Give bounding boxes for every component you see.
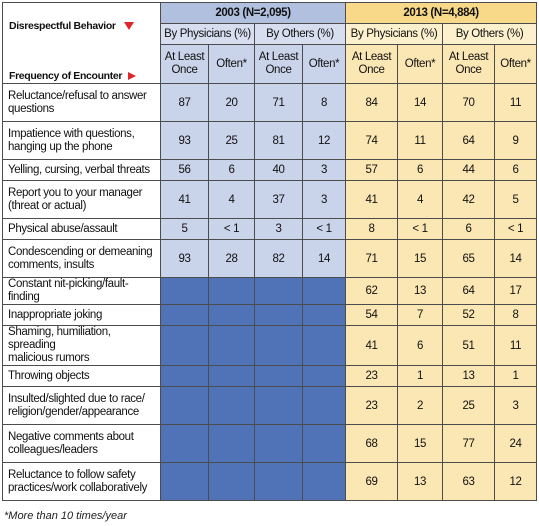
frequency-heading: Frequency of Encounter	[9, 70, 136, 82]
value-cell: 9	[495, 122, 537, 160]
row-label	[3, 463, 161, 501]
row-label	[3, 181, 161, 219]
row-label-line: Condescending or demeaning	[8, 245, 153, 258]
empty-cell	[209, 387, 255, 425]
row-label-line: hanging up the phone	[8, 140, 113, 153]
value-cell: 28	[209, 240, 255, 278]
value-cell: 25	[443, 387, 495, 425]
subheader-line: At Least	[164, 51, 205, 63]
value-cell: < 1	[209, 219, 255, 240]
empty-cell	[303, 366, 346, 387]
subheader-at-least-once	[346, 45, 398, 84]
value-cell: 6	[443, 219, 495, 240]
value-cell: 12	[303, 122, 346, 160]
value-cell: 8	[303, 84, 346, 122]
value-cell: 51	[443, 326, 495, 366]
value-cell: 8	[495, 305, 537, 326]
table-row	[3, 84, 537, 122]
row-label	[3, 84, 161, 122]
empty-cell	[255, 326, 303, 366]
empty-cell	[303, 278, 346, 305]
subheader-often: Often*	[209, 45, 255, 84]
row-label-line: malicious rumors	[8, 352, 90, 364]
value-cell: 52	[443, 305, 495, 326]
value-cell: 40	[255, 160, 303, 181]
value-cell: 70	[443, 84, 495, 122]
value-cell: 87	[161, 84, 209, 122]
row-label-line: colleagues/leaders	[8, 443, 98, 456]
subheader-line: At Least	[258, 51, 299, 63]
row-label-line: Report you to your manager	[8, 186, 143, 199]
year-2013-header: 2013 (N=4,884)	[346, 3, 537, 24]
row-label	[3, 219, 161, 240]
subheader-line: At Least	[448, 51, 489, 63]
subheader-often: Often*	[495, 45, 537, 84]
row-label-line: Yelling, cursing, verbal threats	[8, 163, 150, 176]
empty-cell	[209, 326, 255, 366]
empty-cell	[255, 278, 303, 305]
empty-cell	[303, 425, 346, 463]
subheader-line: Once	[455, 64, 482, 76]
value-cell: 71	[255, 84, 303, 122]
value-cell: 3	[255, 219, 303, 240]
empty-cell	[209, 305, 255, 326]
value-cell: 44	[443, 160, 495, 181]
subheader-at-least-once	[161, 45, 209, 84]
empty-cell	[303, 387, 346, 425]
value-cell: 93	[161, 240, 209, 278]
value-cell: < 1	[398, 219, 443, 240]
row-label	[3, 122, 161, 160]
table-row	[3, 160, 537, 181]
value-cell: 41	[161, 181, 209, 219]
value-cell: 56	[161, 160, 209, 181]
table-row	[3, 425, 537, 463]
empty-cell	[255, 463, 303, 501]
empty-cell	[161, 463, 209, 501]
value-cell: 11	[495, 84, 537, 122]
value-cell: 23	[346, 387, 398, 425]
row-label	[3, 278, 161, 305]
empty-cell	[255, 425, 303, 463]
value-cell: 82	[255, 240, 303, 278]
row-label-line: practices/work collaboratively	[8, 481, 148, 494]
value-cell: 25	[209, 122, 255, 160]
row-label-line: Inappropriate joking	[8, 308, 103, 321]
value-cell: 81	[255, 122, 303, 160]
year-2003-header: 2003 (N=2,095)	[161, 3, 346, 24]
value-cell: 57	[346, 160, 398, 181]
value-cell: < 1	[495, 219, 537, 240]
empty-cell	[303, 326, 346, 366]
empty-cell	[255, 387, 303, 425]
value-cell: 14	[495, 240, 537, 278]
value-cell: 13	[398, 463, 443, 501]
value-cell: 62	[346, 278, 398, 305]
row-label	[3, 387, 161, 425]
empty-cell	[209, 425, 255, 463]
subheader-at-least-once	[443, 45, 495, 84]
row-label-line: Physical abuse/assault	[8, 222, 118, 235]
value-cell: 41	[346, 326, 398, 366]
table-row	[3, 463, 537, 501]
value-cell: 42	[443, 181, 495, 219]
value-cell: 15	[398, 425, 443, 463]
value-cell: 23	[346, 366, 398, 387]
group-header-2013-physicians: By Physicians (%)	[346, 24, 443, 45]
group-header-2003-others: By Others (%)	[255, 24, 346, 45]
value-cell: 64	[443, 278, 495, 305]
table-row	[3, 122, 537, 160]
row-label	[3, 425, 161, 463]
empty-cell	[161, 366, 209, 387]
value-cell: 6	[398, 326, 443, 366]
table-row	[3, 240, 537, 278]
empty-cell	[255, 366, 303, 387]
behavior-heading: Disrespectful Behavior	[9, 20, 134, 32]
subheader-line: Once	[265, 64, 292, 76]
value-cell: < 1	[303, 219, 346, 240]
value-cell: 11	[495, 326, 537, 366]
row-label-line: Reluctance to follow safety	[8, 468, 136, 481]
empty-cell	[255, 305, 303, 326]
value-cell: 7	[398, 305, 443, 326]
value-cell: 54	[346, 305, 398, 326]
value-cell: 74	[346, 122, 398, 160]
value-cell: 4	[209, 181, 255, 219]
group-header-2003-physicians: By Physicians (%)	[161, 24, 255, 45]
row-label-line: Impatience with questions,	[8, 127, 135, 140]
row-label-line: comments, insults	[8, 258, 95, 271]
survey-table-container	[2, 2, 536, 501]
triangle-right-icon	[128, 72, 136, 80]
value-cell: 64	[443, 122, 495, 160]
empty-cell	[161, 425, 209, 463]
subheader-often: Often*	[303, 45, 346, 84]
empty-cell	[303, 463, 346, 501]
table-row	[3, 219, 537, 240]
row-label	[3, 160, 161, 181]
value-cell: 11	[398, 122, 443, 160]
value-cell: 3	[303, 160, 346, 181]
table-corner-header	[3, 3, 161, 84]
value-cell: 6	[398, 160, 443, 181]
row-label-line: Throwing objects	[8, 369, 90, 382]
value-cell: 6	[495, 160, 537, 181]
value-cell: 69	[346, 463, 398, 501]
value-cell: 71	[346, 240, 398, 278]
subheader-line: Once	[171, 64, 198, 76]
row-label-line: Insulted/slighted due to race/	[8, 392, 145, 405]
empty-cell	[209, 278, 255, 305]
value-cell: 2	[398, 387, 443, 425]
empty-cell	[209, 463, 255, 501]
row-label	[3, 305, 161, 326]
value-cell: 12	[495, 463, 537, 501]
subheader-at-least-once	[255, 45, 303, 84]
empty-cell	[161, 387, 209, 425]
row-label	[3, 326, 161, 366]
value-cell: 84	[346, 84, 398, 122]
row-label-line: Constant nit-picking/fault-finding	[8, 278, 129, 303]
row-label-line: Reluctance/refusal to answer	[8, 89, 147, 102]
group-header-2013-others: By Others (%)	[443, 24, 537, 45]
table-row	[3, 181, 537, 219]
subheader-often: Often*	[398, 45, 443, 84]
value-cell: 13	[398, 278, 443, 305]
value-cell: 37	[255, 181, 303, 219]
value-cell: 5	[161, 219, 209, 240]
table-row	[3, 326, 537, 366]
value-cell: 3	[495, 387, 537, 425]
value-cell: 77	[443, 425, 495, 463]
value-cell: 1	[495, 366, 537, 387]
empty-cell	[303, 305, 346, 326]
value-cell: 63	[443, 463, 495, 501]
value-cell: 93	[161, 122, 209, 160]
empty-cell	[161, 278, 209, 305]
row-label	[3, 240, 161, 278]
value-cell: 6	[209, 160, 255, 181]
value-cell: 24	[495, 425, 537, 463]
empty-cell	[209, 366, 255, 387]
value-cell: 5	[495, 181, 537, 219]
triangle-down-icon	[124, 22, 134, 30]
value-cell: 68	[346, 425, 398, 463]
value-cell: 14	[398, 84, 443, 122]
value-cell: 20	[209, 84, 255, 122]
table-row	[3, 366, 537, 387]
table-body	[3, 84, 537, 501]
row-label-line: (threat or actual)	[8, 199, 87, 212]
table-row	[3, 387, 537, 425]
value-cell: 65	[443, 240, 495, 278]
value-cell: 14	[303, 240, 346, 278]
value-cell: 13	[443, 366, 495, 387]
value-cell: 4	[398, 181, 443, 219]
disrespectful-behavior-table	[2, 2, 537, 501]
row-label-line: religion/gender/appearance	[8, 405, 139, 418]
value-cell: 1	[398, 366, 443, 387]
value-cell: 3	[303, 181, 346, 219]
row-label-line: Shaming, humiliation, spreading	[8, 326, 111, 351]
footnote: *More than 10 times/year	[4, 510, 127, 522]
empty-cell	[161, 326, 209, 366]
value-cell: 8	[346, 219, 398, 240]
row-label-line: questions	[8, 102, 55, 115]
value-cell: 15	[398, 240, 443, 278]
value-cell: 41	[346, 181, 398, 219]
empty-cell	[161, 305, 209, 326]
table-row	[3, 278, 537, 305]
value-cell: 17	[495, 278, 537, 305]
subheader-line: At Least	[351, 51, 392, 63]
row-label-line: Negative comments about	[8, 430, 134, 443]
subheader-line: Once	[358, 64, 385, 76]
row-label	[3, 366, 161, 387]
table-row	[3, 305, 537, 326]
